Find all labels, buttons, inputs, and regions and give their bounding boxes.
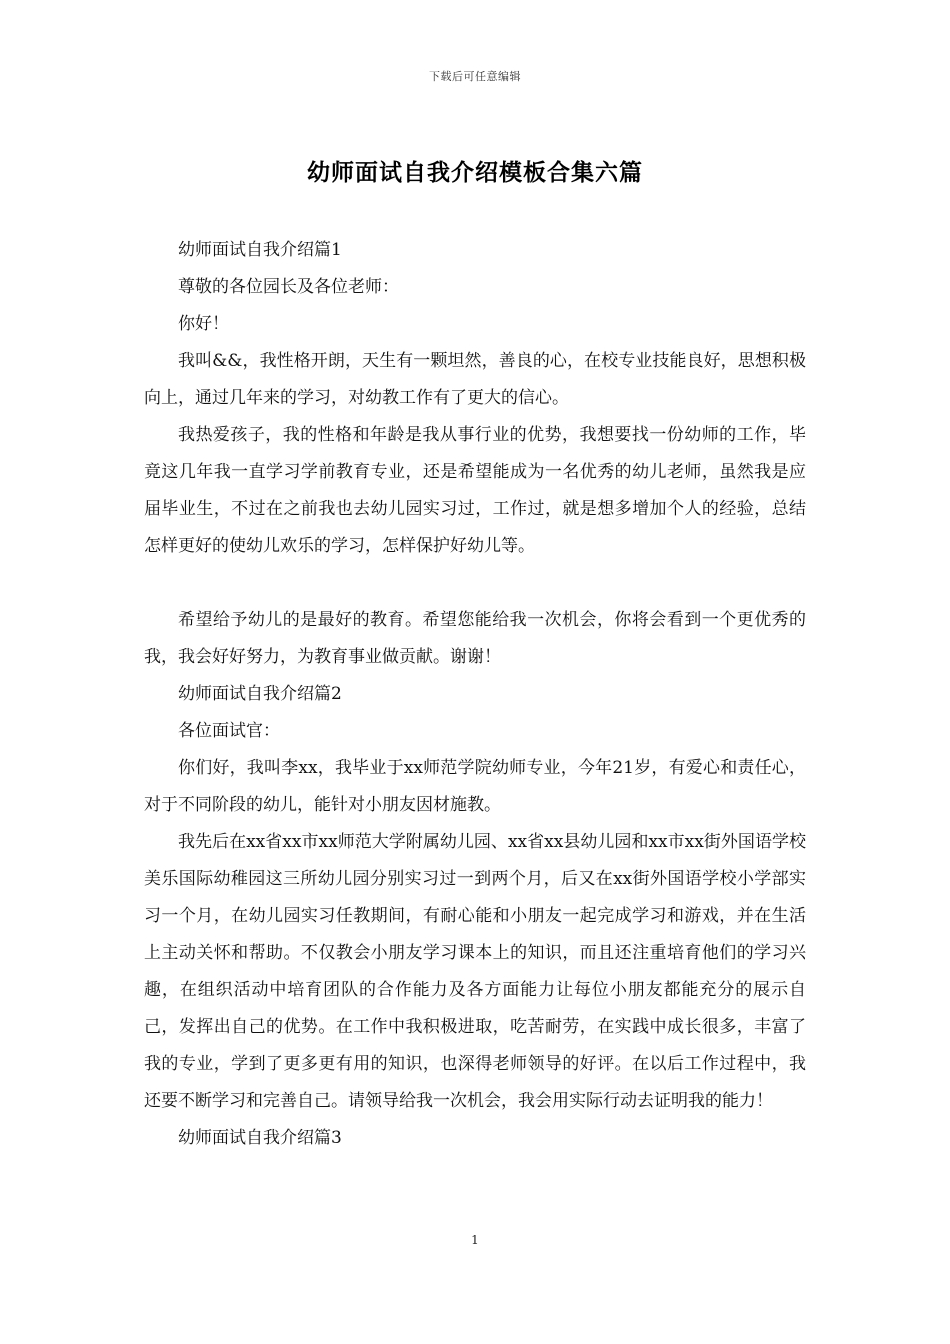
document-title: 幼师面试自我介绍模板合集六篇: [307, 159, 643, 186]
paragraph: 希望给予幼儿的是最好的教育。希望您能给我一次机会，你将会看到一个更优秀的我，我会好好努力，为教育事业做贡献。谢谢！: [144, 610, 806, 667]
paragraph: 我叫&&，我性格开朗，天生有一颗坦然，善良的心，在校专业技能良好，思想积极向上，通过几年来的学习，对幼教工作有了更大的信心。: [144, 351, 806, 408]
document-body: [144, 232, 806, 1157]
paragraph: 我热爱孩子，我的性格和年龄是我从事行业的优势，我想要找一份幼师的工作，毕竟这几年我一直学习学前教育专业，还是希望能成为一名优秀的幼儿老师，虽然我是应届毕业生，不过在之前我也去幼儿园实习过，工作过，就是想多增加个人的经验，总结怎样更好的使幼儿欢乐的学习，怎样保护好幼儿等。: [144, 425, 806, 556]
section-heading-3: 幼师面试自我介绍篇3: [178, 1128, 342, 1148]
section-heading-2: 幼师面试自我介绍篇2: [178, 684, 342, 704]
section-heading-1: 幼师面试自我介绍篇1: [178, 240, 342, 260]
greeting: 你好！: [178, 314, 229, 334]
paragraph: 我先后在xx省xx市xx师范大学附属幼儿园、xx省xx县幼儿园和xx市xx街外国语学校美乐国际幼稚园这三所幼儿园分别实习过一到两个月，后又在xx街外国语学校小学部实习一个月，在幼儿园实习任教期间，有耐心能和小朋友一起完成学习和游戏，并在生活上主动关怀和帮助。不仅教会小朋友学习课本上的知识，而且还注重培育他们的学习兴趣，在组织活动中培育团队的合作能力及各方面能力让每位小朋友都能充分的展示自己，发挥出自己的优势。在工作中我积极进取，吃苦耐劳，在实践中成长很多，丰富了我的专业，学到了更多更有用的知识，也深得老师领导的好评。在以后工作过程中，我还要不断学习和完善自己。请领导给我一次机会，我会用实际行动去证明我的能力！: [144, 832, 806, 1111]
paragraph: 你们好，我叫李xx，我毕业于xx师范学院幼师专业，今年21岁，有爱心和责任心，对于不同阶段的幼儿，能针对小朋友因材施教。: [144, 758, 806, 815]
salutation: 尊敬的各位园长及各位老师：: [178, 277, 399, 297]
page-number: 1: [471, 1233, 479, 1247]
salutation: 各位面试官：: [178, 721, 280, 741]
header-note: 下载后可任意编辑: [429, 70, 521, 83]
